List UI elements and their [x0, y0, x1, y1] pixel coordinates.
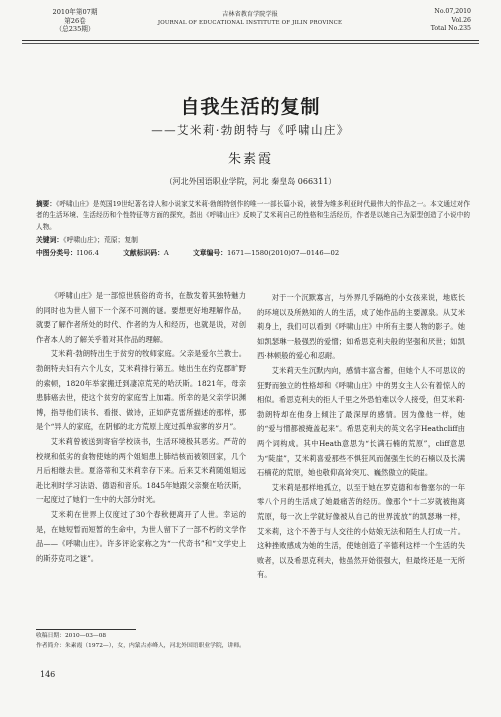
article-subtitle: ——艾米莉·勃朗特与《呼啸山庄》: [151, 123, 350, 137]
classification-line: [36, 247, 476, 257]
paragraph: 艾米莉曾被送到寄宿学校读书，生活环境极其恶劣。严苛的校规和低劣的食物使她的两个姐姐患上肺结核而被领回家，几个月后相继去世。夏洛蒂和艾米莉幸存下来。后来艾米莉随姐姐远赴比利时学习法语、德语和音乐。1845年她跟父亲聚在哈沃斯，一起度过了她们一生中的大部分时光。: [36, 436, 246, 505]
author-bio: 作者简介：朱素霞（1972—），女，内蒙古赤峰人，河北外国语职业学院，讲师。: [36, 643, 245, 649]
total-issue-line: （总235期）: [55, 25, 95, 34]
paragraph: 艾米莉天生沉默内向，感情丰富含蓄，但她个人不可思议的狂野而独立的性格却和《呼啸山庄》中的男女主人公有着惊人的相似。希思克利夫的拒人千里之外恐怕难以令人接受，但艾米莉·勃朗特却在他身上倾注了最深厚的感情。因为像他一样，她的“爱与憎都被掩盖起来”。希思克利夫的英文名字Heathcliff由两个词构成。其中Heath意思为“长满石楠的荒原”，cliff意思为“陡崖”，艾米莉喜爱那些不惧狂风而倔强生长的石楠以及长满石楠花的荒原，她也敬仰高耸突兀、巍然傲立的陡崖。: [257, 365, 465, 478]
journal-name-cn: 吉林省教育学院学报: [222, 11, 278, 18]
article-id-label: 文章编号：: [192, 249, 227, 257]
issue-line-en: No.07,2010: [434, 8, 471, 15]
volume-line-en: Vol.26: [451, 16, 471, 24]
body-column-left: [36, 289, 246, 566]
footnote-rule: [36, 629, 136, 630]
author-name: 朱素霞: [227, 152, 273, 167]
paragraph: 艾米莉在世界上仅度过了30个春秋便离开了人世。幸运的是，在她短暂而短暂的生命中，为世人留下了一部不朽的文学作品——《呼啸山庄》。许多评论家称之为“一代奇书”和“文学史上的斯芬克司之谜”。: [36, 509, 246, 563]
paragraph: 对于一个沉默寡言，与外界几乎隔绝的小女孩来说，地底长的环境以及所熟知的人的生活，成了她作品的主要源泉。从艾米莉身上，我们可以看到《呼啸山庄》中所有主要人物的影子。她如凯瑟琳一般强烈的爱憎；如希思克利夫般的坚强和厌世；如凯西·林顿般的爱心和忍耐。: [257, 293, 465, 361]
keywords: [36, 234, 138, 244]
journal-issue-info: [30, 8, 120, 34]
paragraph: 《呼啸山庄》是一部惊世骇俗的奇书，在散发着其独特魅力的同时也为世人留下一个深不可测的谜。要想更好地理解作品，就要了解作者所处的时代、作者的为人和经历，也就是说，对创作者本人的了解关乎着对其作品的理解。: [36, 291, 246, 344]
clc-label: 中图分类号：: [36, 249, 77, 257]
total-line-en: Total No.235: [430, 25, 471, 33]
journal-name: [145, 10, 355, 28]
abstract-label: 摘要：: [36, 200, 57, 208]
clc-value: I106.4: [76, 249, 99, 257]
header-rule: [22, 40, 479, 41]
article-title: 自我生活的复制: [180, 96, 321, 118]
journal-name-en: JOURNAL OF EDUCATIONAL INSTITUTE OF JILIN PROVINCE: [157, 20, 343, 26]
abstract-text: 《呼啸山庄》是英国19世纪著名诗人和小说家艾米莉·勃朗特创作的唯一一部长篇小说，被誉为维多利亚时代最伟大的作品之一。本文通过对作者的生活环境、生活经历和个性特征等方面的探究，指出《呼啸山庄》反映了艾米莉自己的性格和生活经历，作者是以她自己为原型创造了小说中的人物。: [36, 200, 471, 231]
journal-issue-info-en: [391, 8, 471, 34]
header-rule-thin: [22, 43, 479, 44]
page-number: 146: [40, 670, 56, 679]
doc-code-value: A: [163, 249, 169, 257]
volume-line: 第26卷: [64, 16, 86, 25]
abstract: [36, 199, 470, 233]
author-affiliation: （河北外国语职业学院，河北 秦皇岛 066311）: [164, 177, 337, 186]
paragraph: 艾米莉·勃朗特出生于贫穷的牧师家庭。父亲是爱尔兰教士。勃朗特夫妇有六个儿女，艾米莉排行第五。她出生在约克郡旷野的索顿，1820年举家搬迁到凄凉荒芜的哈沃斯。1821年，母亲患肺癌去世，使这个贫穷的家庭雪上加霜。所幸的是父亲学识渊博，指导他们读书、看报、做诗，正如萨克雷所描述的那样，那是个“异人的家庭，在阴郁的北方荒原上度过孤单寂寥的岁月”。: [36, 349, 246, 432]
article-id-value: 1671—1580(2010)07—0146—02: [226, 249, 340, 257]
footnotes: [36, 631, 245, 651]
received-date: 收稿日期：2010—03—08: [36, 633, 107, 639]
doc-code-label: 文献标识码：: [123, 249, 164, 257]
keywords-text: 《呼啸山庄》；荒原；复制: [63, 236, 138, 244]
issue-line: 2010年第07期: [52, 8, 98, 16]
keywords-label: 关键词：: [36, 236, 64, 244]
paragraph: 艾米莉是那样地孤立，以至于她在罗克德和布鲁塞尔的一年零八个月的生活成了她最痛苦的经历。像那个“十二岁就被拖离荒原，每一次上学就好像被从自己的世界流放”的凯瑟琳一样，艾米莉，这个不善于与人交往的小姑娘无法和陌生人打成一片。这种挫败感成为她的生活，使她创造了辛德利这样一个生活的失败者，以及希思克利夫，他虽然开始很强大，但最终还是一无所有。: [257, 482, 465, 580]
body-column-right: [257, 291, 465, 583]
